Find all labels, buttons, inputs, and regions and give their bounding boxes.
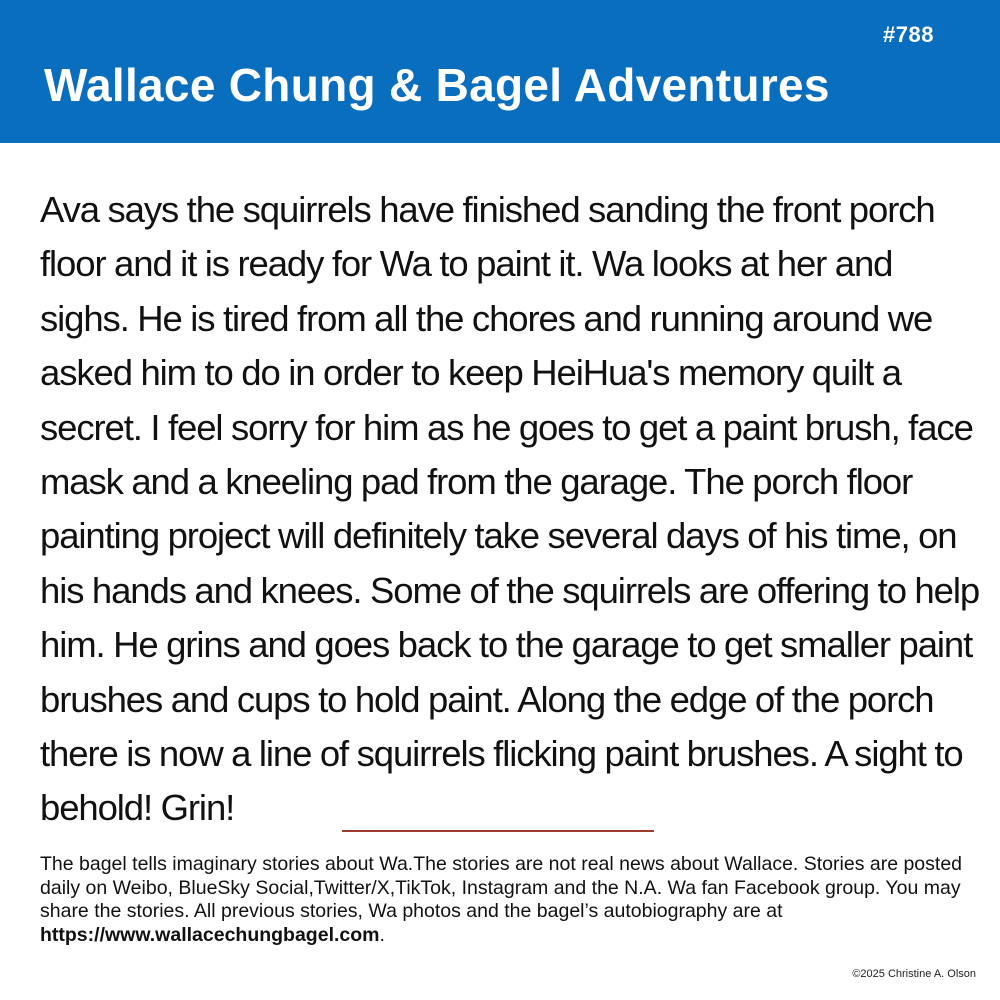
copyright-notice: ©2025 Christine A. Olson [852, 968, 976, 980]
footer-end-punctuation: . [379, 923, 385, 946]
issue-number: #788 [883, 22, 934, 47]
footer-disclaimer [40, 853, 980, 947]
story-text: Ava says the squirrels have finished sanding the front porch floor and it is ready for Wa to paint it. Wa looks at her and sighs. He is tired from all the chores and running around we asked him to do in order to keep HeiHua's memory quilt a secret. I feel sorry for him as he goes to get a paint brush, face mask and a kneeling pad from the garage. The porch floor painting project will definitely take several days of his time, on his hands and knees. Some of the squirrels are offering to help him. He grins and goes back to the garage to get smaller paint brushes and cups to hold paint. Along the edge of the porch there is now a line of squirrels flicking paint brushes. A sight to behold! Grin! [40, 189, 980, 829]
page-title: Wallace Chung & Bagel Adventures [44, 59, 830, 111]
website-link[interactable]: https://www.wallacechungbagel.com [40, 923, 380, 946]
header-banner [0, 0, 1000, 143]
divider-line [342, 830, 654, 832]
footer-text: The bagel tells imaginary stories about Wa.The stories are not real news about Wallace. Stories are posted daily on Weibo, BlueSky Social,Twitter/X,TikTok, Instagram and the N.A. Wa fan Facebook group. You may share the stories. All previous stories, Wa photos and the bagel’s autobiography are at [40, 853, 963, 922]
